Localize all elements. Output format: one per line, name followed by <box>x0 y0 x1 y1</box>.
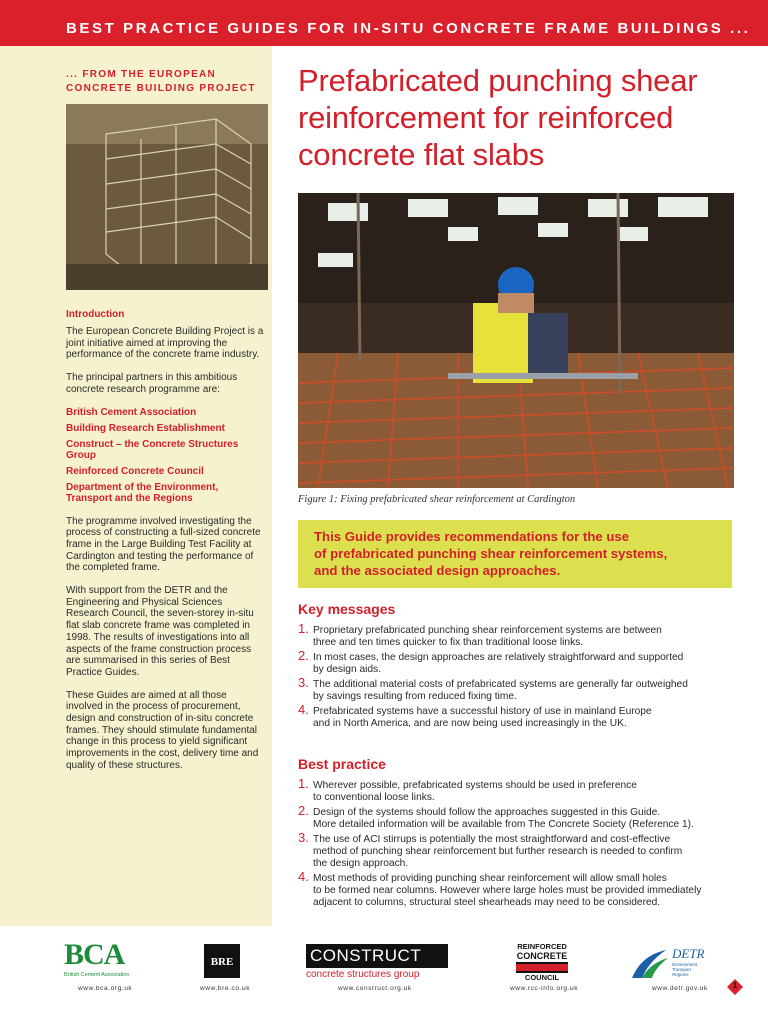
construct-logo-text: CONSTRUCT <box>306 944 448 968</box>
concrete-frame-photo <box>66 104 268 290</box>
figure-caption <box>298 494 575 505</box>
list-number: 1. <box>298 776 309 791</box>
rcc-logo <box>512 943 572 982</box>
list-item-text: The use of ACI stirrups is potentially the most straightforward and cost-effective method of punching shear reinforcement but further research is needed to confirm the design approach. <box>313 834 683 869</box>
body-paragraph: The programme involved investigating the process of constructing a full-sized concrete frame in the Large Building Test Facility at Cardington and testing the performance of the completed frame. <box>66 515 261 574</box>
partner-item: Construct – the Concrete Structures Group <box>66 438 239 461</box>
figure-label: Figure 1: <box>298 494 338 505</box>
construct-logo <box>306 944 448 980</box>
partner-item: Reinforced Concrete Council <box>66 465 204 477</box>
bre-logo-text: BRE <box>210 956 234 968</box>
summary-box <box>298 520 732 588</box>
list-item <box>298 648 738 676</box>
detr-logo-subtitle: Environment Transport Regions <box>672 962 698 977</box>
list-item-text: In most cases, the design approaches are relatively straightforward and supported by design aids. <box>313 652 684 675</box>
key-messages-heading: Key messages <box>298 601 396 617</box>
key-messages-list <box>298 621 738 733</box>
bca-url[interactable]: www.bca.org.uk <box>78 985 133 992</box>
list-item <box>298 803 738 831</box>
introduction-heading: Introduction <box>66 309 125 320</box>
summary-text: This Guide provides recommendations for the use of prefabricated punching shear reinforcement systems, and the associated design approaches. <box>314 529 668 578</box>
list-item <box>298 702 738 730</box>
list-item-text: Proprietary prefabricated punching shear reinforcement systems are between three and ten times quicker to fix than traditional loose links. <box>313 625 662 648</box>
top-banner <box>0 0 768 46</box>
partner-item: British Cement Association <box>66 406 197 418</box>
detr-logo-text: DETR <box>672 946 705 961</box>
rcc-logo-line3: COUNCIL <box>524 973 560 982</box>
detr-emblem-icon <box>628 944 672 980</box>
construct-url[interactable]: www.construct.org.uk <box>338 985 412 992</box>
list-number: 1. <box>298 621 309 636</box>
rcc-logo-line1: REINFORCED <box>517 942 567 951</box>
body-paragraph: These Guides are aimed at all those involved in the process of procurement, design and construction of in-situ concrete frames. They should stimulate fundamental change in this process to yield significant improvements in the cost, delivery time and quality of these structures. <box>66 689 259 771</box>
figure-caption-text: Fixing prefabricated shear reinforcement at Cardington <box>337 494 576 505</box>
detr-url[interactable]: www.detr.gov.uk <box>652 985 708 992</box>
list-item-text: Design of the systems should follow the approaches suggested in this Guide. More detailed information will be available from The Concrete Society (Reference 1). <box>313 807 694 830</box>
partner-item: Department of the Environment, Transport and the Regions <box>66 481 219 504</box>
body-paragraph: With support from the DETR and the Engineering and Physical Sciences Research Council, the seven-storey in-situ flat slab concrete frame was completed in 1998. The results of investigations into all aspects of the frame construction process are summarised in this series of Best Practice Guides. <box>66 585 254 678</box>
list-number: 4. <box>298 702 309 717</box>
construct-logo-subtitle: concrete structures group <box>306 969 420 980</box>
page-number: 1 <box>732 981 738 990</box>
list-number: 4. <box>298 869 309 884</box>
bca-logo <box>64 940 129 978</box>
best-practice-list <box>298 776 738 912</box>
list-item <box>298 830 738 870</box>
introduction-text <box>66 326 266 783</box>
partner-item: Building Research Establishment <box>66 422 225 434</box>
intro-paragraph: The European Concrete Building Project is a joint initiative aimed at improving the performance of the concrete frame industry. <box>66 326 264 361</box>
detr-logo <box>628 944 705 985</box>
bre-url[interactable]: www.bre.co.uk <box>200 985 251 992</box>
list-number: 3. <box>298 675 309 690</box>
bca-logo-subtitle: British Cement Association <box>64 972 130 978</box>
list-item-text: Prefabricated systems have a successful history of use in mainland Europe and in North America, and are now being used increasingly in the UK. <box>313 706 652 729</box>
list-item-text: Wherever possible, prefabricated systems should be used in preference to conventional loose links. <box>313 780 637 803</box>
series-subtitle: ... FROM THE EUROPEAN CONCRETE BUILDING PROJECT <box>66 69 256 94</box>
rcc-url[interactable]: www.rcc-info.org.uk <box>510 985 579 992</box>
rcc-logo-line2: CONCRETE <box>516 951 568 961</box>
list-number: 2. <box>298 648 309 663</box>
bre-logo <box>204 944 240 978</box>
series-banner-text: BEST PRACTICE GUIDES FOR IN-SITU CONCRETE FRAME BUILDINGS ... <box>66 20 751 37</box>
list-item <box>298 869 738 909</box>
list-item-text: Most methods of providing punching shear reinforcement will allow small holes to be formed near columns. However where large holes must be provided immediately adjacent to columns, structural steel shearheads may need to be considered. <box>313 873 702 908</box>
list-item <box>298 621 738 649</box>
bca-logo-text: BCA <box>64 938 125 971</box>
list-item <box>298 675 738 703</box>
list-number: 2. <box>298 803 309 818</box>
intro-paragraph: The principal partners in this ambitious concrete research programme are: <box>66 372 238 395</box>
best-practice-heading: Best practice <box>298 756 386 772</box>
page-title: Prefabricated punching shear reinforcement for reinforced concrete flat slabs <box>298 63 698 172</box>
list-number: 3. <box>298 830 309 845</box>
worker-fixing-reinforcement-photo <box>298 193 734 488</box>
list-item-text: The additional material costs of prefabricated systems are generally far outweighed by savings resulting from reduced fixing time. <box>313 679 688 702</box>
list-item <box>298 776 738 804</box>
